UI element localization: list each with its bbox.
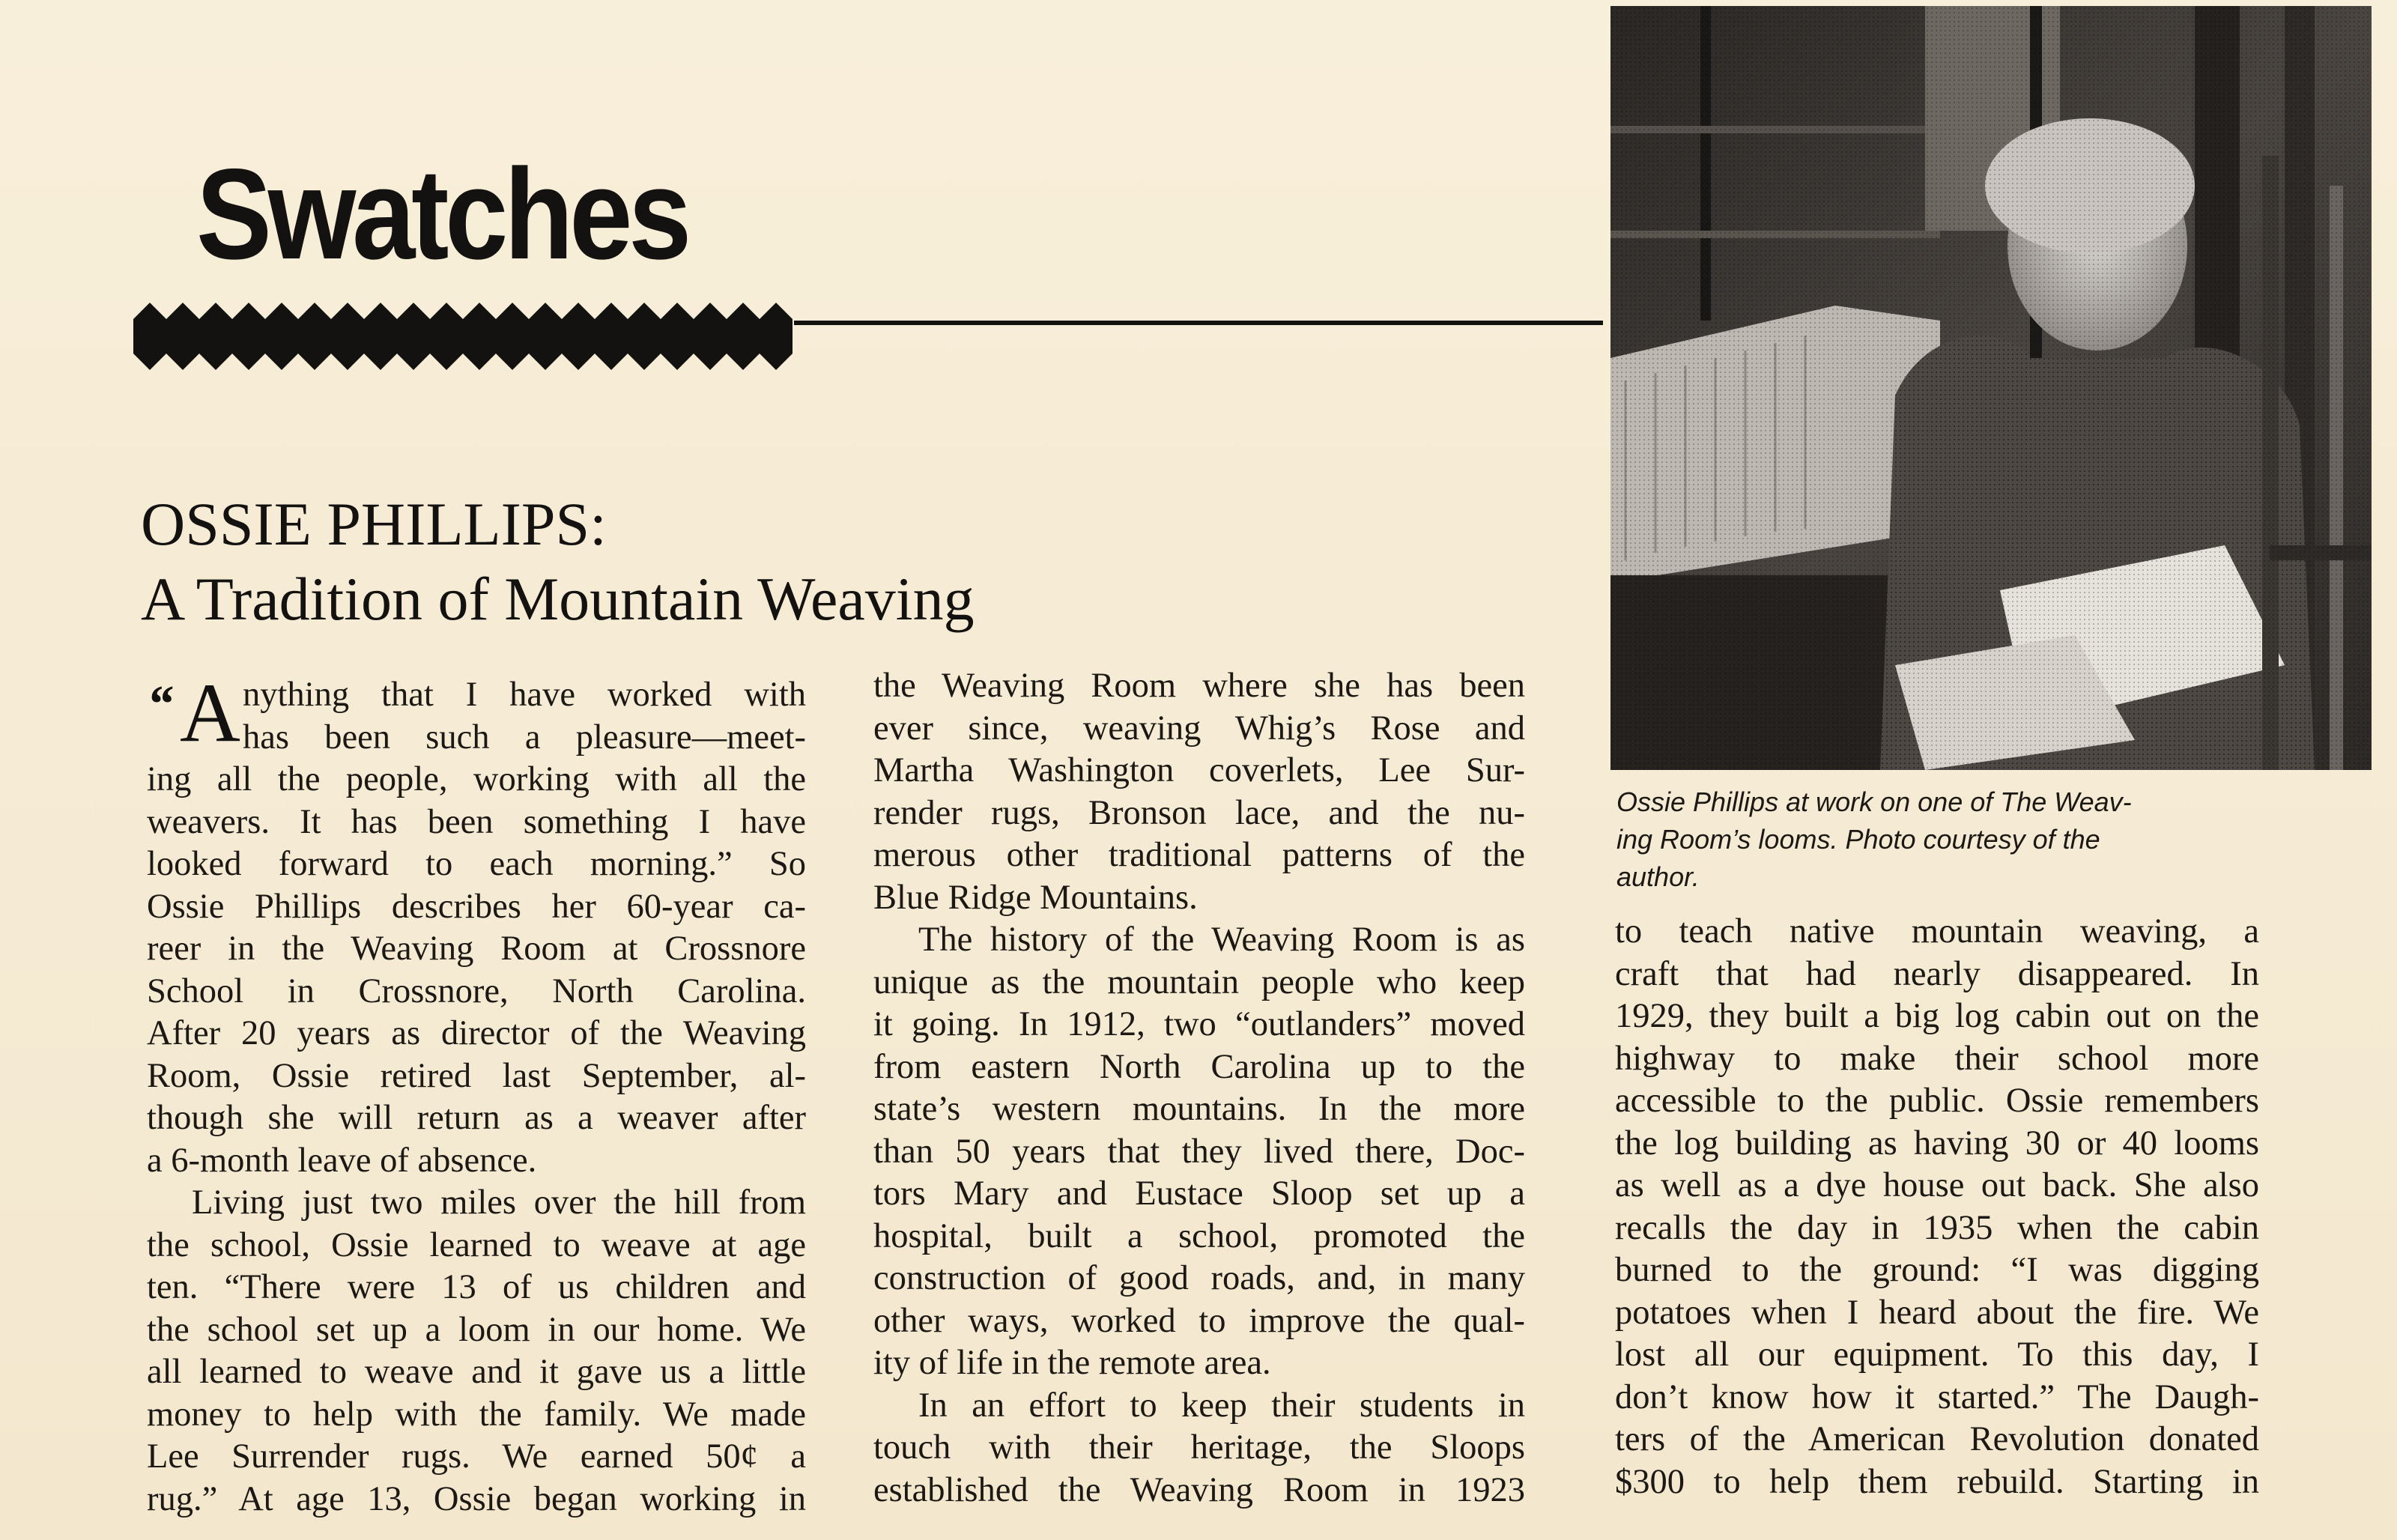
column-1-line: a 6-month leave of absence. — [147, 1141, 537, 1180]
drop-cap-letter: A — [180, 667, 240, 760]
column-3-line: 1929, they built a big log cabin out on the — [1615, 997, 2259, 1035]
column-1-line: ing all the people, working with all the — [147, 760, 806, 798]
caption-line-3: author. — [1616, 861, 1700, 892]
photo-image — [1610, 6, 2372, 770]
text-column-2 — [873, 665, 1525, 1512]
column-1-line: Lee Surrender rugs. We earned 50¢ a — [147, 1437, 806, 1476]
column-2-line: construction of good roads, and, in many — [873, 1259, 1525, 1297]
column-1-line: the school set up a loom in our home. We — [147, 1310, 806, 1349]
column-2-line: state’s western mountains. In the more — [873, 1090, 1525, 1128]
column-1-line: Living just two miles over the hill from — [192, 1183, 806, 1222]
header-rule — [794, 321, 1603, 325]
section-title: Swatches — [196, 142, 688, 286]
column-1-line: has been such a pleasure—meet- — [243, 718, 806, 757]
column-1-line: ten. “There were 13 of us children and — [147, 1268, 806, 1306]
column-3-line: craft that had nearly disappeared. In — [1615, 954, 2259, 993]
column-1-line: nything that I have worked with — [243, 676, 806, 714]
column-2-line: ever since, weaving Whig’s Rose and — [873, 709, 1525, 748]
column-3-line: the log building as having 30 or 40 looms — [1615, 1124, 2259, 1162]
column-3-line: lost all our equipment. To this day, I — [1615, 1336, 2259, 1374]
column-2-line: Martha Washington coverlets, Lee Sur- — [873, 751, 1525, 789]
column-1-line: looked forward to each morning.” So — [147, 845, 806, 883]
column-2-line: touch with their heritage, the Sloops — [873, 1428, 1525, 1467]
column-1-line: the school, Ossie learned to weave at age — [147, 1225, 806, 1264]
column-2-line: established the Weaving Room in 1923 — [873, 1470, 1525, 1509]
column-1-line: Room, Ossie retired last September, al- — [147, 1056, 806, 1095]
column-1-line: all learned to weave and it gave us a little — [147, 1353, 806, 1391]
column-1-line: weavers. It has been something I have — [147, 802, 806, 841]
photo-caption — [1616, 783, 2358, 896]
column-2-line: the Weaving Room where she has been — [873, 667, 1525, 705]
column-3-line: burned to the ground: “I was digging — [1615, 1251, 2259, 1289]
column-1-line: though she will return as a weaver after — [147, 1099, 806, 1137]
zigzag-banner — [133, 288, 800, 385]
text-column-1 — [147, 674, 806, 1521]
headline-line-2: A Tradition of Mountain Weaving — [141, 565, 975, 633]
column-2-line: render rugs, Bronson lace, and the nu- — [873, 793, 1525, 832]
caption-line-1: Ossie Phillips at work on one of The Weav- — [1616, 786, 2132, 817]
column-2-line: other ways, worked to improve the qual- — [873, 1301, 1525, 1340]
column-2-line: Blue Ridge Mountains. — [873, 878, 1198, 917]
column-3-line: recalls the day in 1935 when the cabin — [1615, 1208, 2259, 1247]
column-2-line: hospital, built a school, promoted the — [873, 1216, 1525, 1255]
column-2-line: The history of the Weaving Room is as — [918, 921, 1525, 959]
caption-line-2: ing Room’s looms. Photo courtesy of the — [1616, 824, 2100, 855]
column-2-line: from eastern North Carolina up to the — [873, 1047, 1525, 1086]
column-2-line: ity of life in the remote area. — [873, 1344, 1271, 1382]
column-2-line: In an effort to keep their students in — [918, 1386, 1525, 1425]
column-3-line: don’t know how it started.” The Daugh- — [1615, 1377, 2259, 1416]
column-3-line: as well as a dye house out back. She also — [1615, 1166, 2259, 1204]
column-3-line: potatoes when I heard about the fire. We — [1615, 1293, 2259, 1332]
column-1-line: reer in the Weaving Room at Crossnore — [147, 930, 806, 968]
column-2-line: it going. In 1912, two “outlanders” moved — [873, 1005, 1525, 1043]
column-3-line: ters of the American Revolution donated — [1615, 1420, 2259, 1458]
column-2-line: than 50 years that they lived there, Doc- — [873, 1132, 1525, 1171]
column-1-line: After 20 years as director of the Weaving — [147, 1014, 806, 1052]
column-3-line: $300 to help them rebuild. Starting in — [1615, 1462, 2259, 1501]
column-1-line: rug.” At age 13, Ossie began working in — [147, 1479, 806, 1518]
column-3-line: highway to make their school more — [1615, 1039, 2259, 1078]
headline-line-1: OSSIE PHILLIPS: — [141, 490, 607, 558]
drop-cap-quote: “ — [147, 676, 173, 733]
column-1-line: School in Crossnore, North Carolina. — [147, 971, 806, 1010]
column-2-line: merous other traditional patterns of the — [873, 836, 1525, 874]
column-2-line: unique as the mountain people who keep — [873, 962, 1525, 1001]
column-1-line: Ossie Phillips describes her 60-year ca- — [147, 887, 806, 926]
column-1-line: money to help with the family. We made — [147, 1395, 806, 1434]
text-column-3 — [1615, 911, 2259, 1503]
column-3-line: to teach native mountain weaving, a — [1615, 912, 2259, 951]
column-3-line: accessible to the public. Ossie remembers — [1615, 1082, 2259, 1120]
article-headline — [141, 487, 975, 637]
column-2-line: tors Mary and Eustace Sloop set up a — [873, 1174, 1525, 1213]
article-photo — [1610, 6, 2372, 770]
